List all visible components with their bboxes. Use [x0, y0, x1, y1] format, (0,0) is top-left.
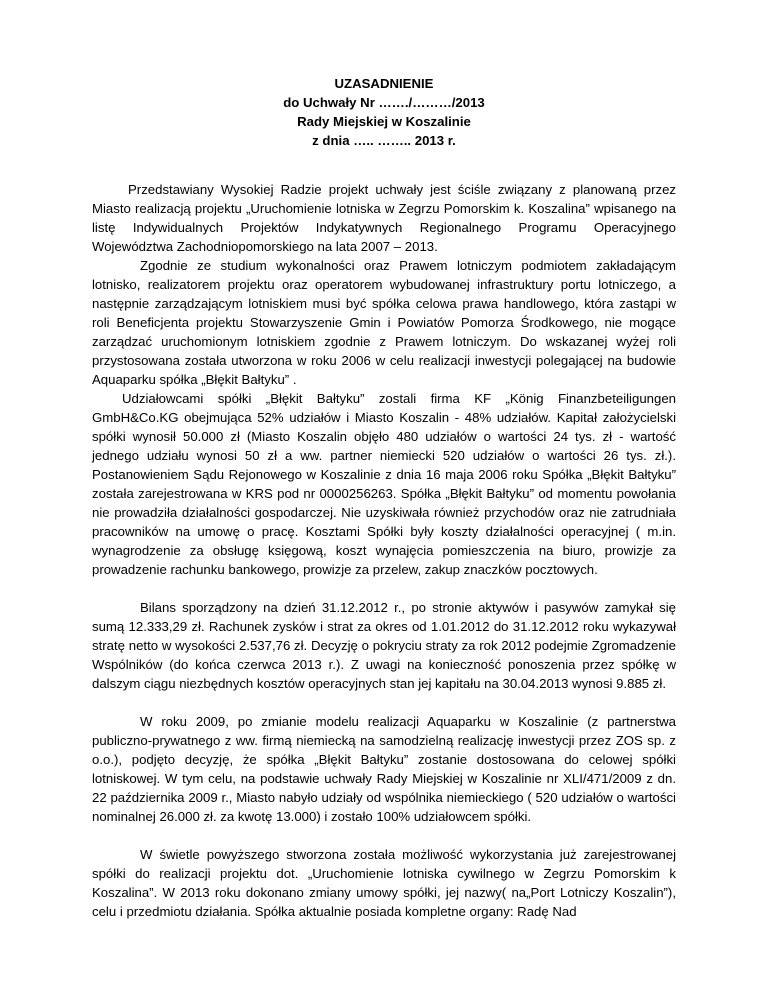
document-header: [0, 74, 768, 150]
paragraph-feasibility-study: Zgodnie ze studium wykonalności oraz Prawem lotniczym podmiotem zakładającym lotnisko, realizatorem projektu oraz operatorem wybudowanej infrastruktury portu lotniczego, a następnie zarządzającym lotniskiem musi być spółka celowa prawa handlowego, która zastąpi w roli Beneficjenta projektu Stowarzyszenie Gmin i Powiatów Pomorza Środkowego, nie mogące zarządzać uruchomionym lotniskiem zgodnie z Prawem lotniczym. Do wskazanej wyżej roli przystosowana została utworzona w roku 2006 w celu realizacji inwestycji polegającej na budowie Aquaparku spółka „Błękit Bałtyku” .: [92, 258, 676, 387]
resolution-date: z dnia ….. …….. 2013 r.: [312, 133, 456, 148]
resolution-reference: do Uchwały Nr ……./………/2013: [283, 95, 485, 110]
paragraph-shareholders: Udziałowcami spółki „Błękit Bałtyku” zostali firma KF „König Finanzbeteiligungen GmbH&Co.KG obejmująca 52% udziałów i Miasto Koszalin - 48% udziałów. Kapitał założycielski spółki wynosił 50.000 zł (Miasto Koszalin objęło 480 udziałów o wartości 24 tys. zł - wartość jednego udziału wynosi 50 zł a ww. partner niemiecki 520 udziałów o wartości 26 tys. zł.). Postanowieniem Sądu Rejonowego w Koszalinie z dnia 16 maja 2006 roku Spółka „Błękit Bałtyku” została zarejestrowana w KRS pod nr 0000256263. Spółka „Błękit Bałtyku” od momentu powołania nie prowadziła działalności gospodarczej. Nie uzyskiwała również przychodów oraz nie zatrudniała pracowników na umowę o pracę. Kosztami Spółki były koszty działalności operacyjnej ( m.in. wynagrodzenie za obsługę księgową, koszt wynajęcia pomieszczenia na biuro, prowizje za prowadzenie rachunku bankowego, prowizje za przelew, zakup znaczków pocztowych.: [92, 391, 676, 577]
document-body: [92, 180, 676, 921]
paragraph-balance-sheet: Bilans sporządzony na dzień 31.12.2012 r., po stronie aktywów i pasywów zamykał się sumą 12.333,29 zł. Rachunek zysków i strat za okres od 1.01.2012 do 31.12.2012 roku wykazywał stratę netto w wysokości 2.537,76 zł. Decyzję o pokryciu straty za rok 2012 podejmie Zgromadzenie Wspólników (do końca czerwca 2013 r.). Z uwagi na konieczność ponoszenia przez spółkę w dalszym ciągu niezbędnych kosztów operacyjnych stan jej kapitału na 30.04.2013 wynosi 9.885 zł.: [92, 600, 676, 691]
document-title: UZASADNIENIE: [334, 76, 434, 91]
council-name: Rady Miejskiej w Koszalinie: [297, 114, 471, 129]
paragraph-project-intro: Przedstawiany Wysokiej Radzie projekt uchwały jest ściśle związany z planowaną przez Miasto realizacją projektu „Uruchomienie lotniska w Zegrzu Pomorskim k. Koszalina” wpisanego na listę Indywidualnych Projektów Indykatywnych Regionalnego Programu Operacyjnego Województwa Zachodniopomorskiego na lata 2007 – 2013.: [92, 182, 676, 254]
paragraph-company-adaptation: W świetle powyższego stworzona została możliwość wykorzystania już zarejestrowanej spółki do realizacji projektu dot. „Uruchomienie lotniska cywilnego w Zegrzu Pomorskim k Koszalina”. W 2013 roku dokonano zmiany umowy spółki, jej nazwy( na„Port Lotniczy Koszalin”), celu i przedmiotu działania. Spółka aktualnie posiada kompletne organy: Radę Nad: [92, 847, 676, 919]
paragraph-model-change: W roku 2009, po zmianie modelu realizacji Aquaparku w Koszalinie (z partnerstwa publiczno-prywatnego z ww. firmą niemiecką na samodzielną realizację inwestycji przez ZOS sp. z o.o.), podjęto decyzję, że spółka „Błękit Bałtyku” zostanie dostosowana do celowej spółki lotniskowej. W tym celu, na podstawie uchwały Rady Miejskiej w Koszalinie nr XLI/471/2009 z dn. 22 października 2009 r., Miasto nabyło udziały od wspólnika niemieckiego ( 520 udziałów o wartości nominalnej 26.000 zł. za kwotę 13.000) i zostało 100% udziałowcem spółki.: [92, 714, 676, 824]
